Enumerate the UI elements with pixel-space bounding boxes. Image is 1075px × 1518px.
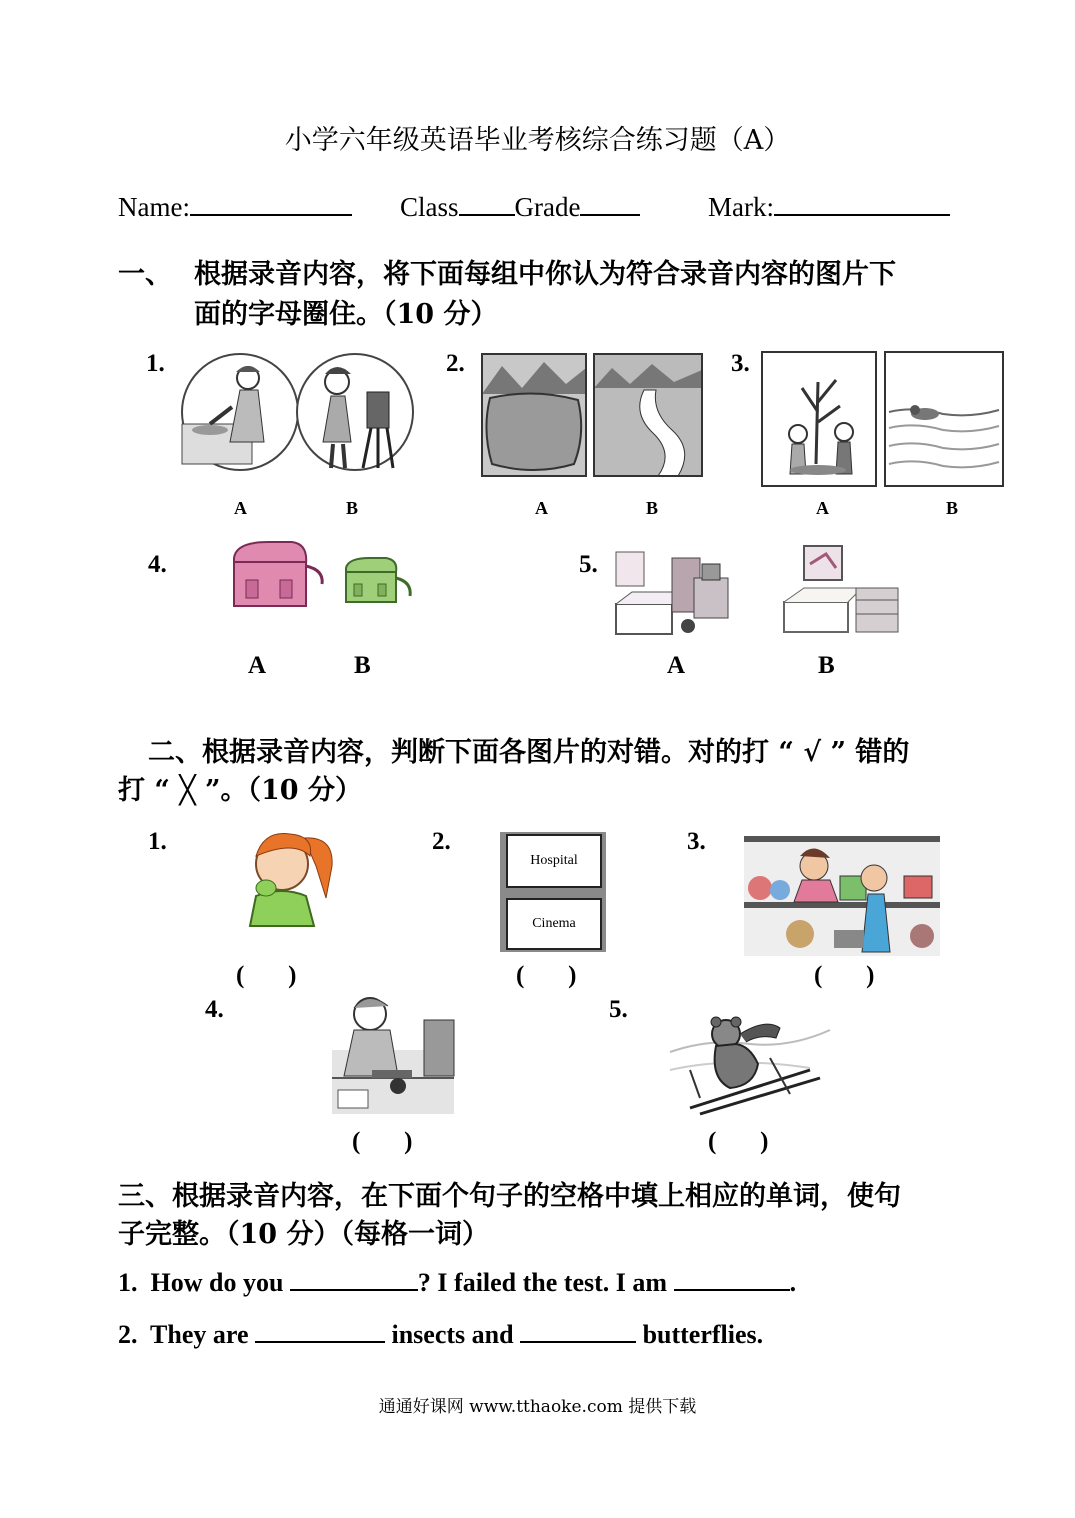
q2-text-part3: butterflies. [642, 1320, 764, 1349]
s2-item5-number: 5. [609, 996, 628, 1023]
s1-item4-number: 4. [148, 551, 167, 578]
lake-picture [482, 354, 586, 476]
river-picture [594, 354, 702, 476]
q1-blank2[interactable] [674, 1269, 790, 1291]
section3-heading-line2: 子完整。（10 分）（每格一词） [118, 1219, 489, 1250]
name-label: Name: [118, 192, 190, 222]
signs-picture [500, 832, 606, 952]
s3-question2 [118, 1320, 763, 1350]
q2-text-part2: insects and [391, 1320, 514, 1349]
section1-number: 一、 [118, 259, 172, 290]
girl-coughing-picture [244, 826, 358, 928]
s2-item4-answer[interactable]: ( ) [352, 1128, 413, 1155]
s1-item2-label-a[interactable]: A [535, 498, 548, 518]
bedroom-with-bed-picture [782, 544, 902, 640]
s2-item5-answer[interactable]: ( ) [708, 1128, 769, 1155]
mark-blank[interactable] [774, 188, 950, 216]
cinema-sign: Cinema [506, 898, 602, 950]
planting-tree-picture [762, 352, 876, 486]
s1-item2-label-b[interactable]: B [646, 498, 659, 518]
q1-text-part1: How do you [150, 1268, 284, 1297]
s3-question1 [118, 1268, 796, 1298]
swimming-picture [885, 352, 1003, 486]
s2-item3-number: 3. [687, 828, 706, 855]
class-blank[interactable] [459, 188, 515, 216]
q1-number: 1. [118, 1268, 138, 1297]
mark-label: Mark: [708, 192, 774, 222]
green-bag-picture [340, 556, 414, 608]
s1-item4-label-b[interactable]: B [354, 652, 371, 679]
s2-item2-number: 2. [432, 828, 451, 855]
q1-text-part2: ? I failed the test. I am [417, 1268, 668, 1297]
s2-item1-answer[interactable]: ( ) [236, 962, 297, 989]
woman-at-computer-picture [332, 990, 454, 1114]
grade-label: Grade [514, 192, 581, 222]
s1-item5-label-a[interactable]: A [667, 652, 686, 679]
bear-skiing-picture [670, 1008, 830, 1118]
q2-text-part1: They are [150, 1320, 249, 1349]
s1-item3-label-b[interactable]: B [946, 498, 959, 518]
s1-item5-label-b[interactable]: B [818, 652, 835, 679]
name-blank[interactable] [190, 188, 352, 216]
section2-heading-line1: 二、根据录音内容，判断下面各图片的对错。对的打 “ √ ” 错的 [148, 737, 910, 768]
s1-item1-label-b[interactable]: B [346, 498, 359, 518]
s2-item4-number: 4. [205, 996, 224, 1023]
bedroom-with-desk-picture [612, 544, 732, 648]
grade-blank[interactable] [580, 188, 640, 216]
s2-item3-answer[interactable]: ( ) [814, 962, 875, 989]
s2-item2-answer[interactable]: ( ) [516, 962, 577, 989]
section2-heading-line2: 打 “ ╳ ”。（10 分） [118, 775, 362, 806]
s1-item4-label-a[interactable]: A [248, 652, 267, 679]
s1-item5-number: 5. [579, 551, 598, 578]
s2-item1-number: 1. [148, 828, 167, 855]
pink-bag-picture [228, 540, 326, 614]
toy-shop-picture [744, 836, 940, 956]
q2-blank1[interactable] [255, 1321, 385, 1343]
s1-item1-label-a[interactable]: A [234, 498, 247, 518]
section1-heading-line2: 面的字母圈住。（10 分） [194, 299, 498, 330]
q2-number: 2. [118, 1320, 138, 1349]
name-field [118, 188, 352, 223]
class-label: Class [400, 192, 459, 222]
class-grade-field [400, 188, 640, 223]
mark-field [708, 188, 950, 223]
s1-item3-number: 3. [731, 350, 750, 377]
s1-item2-number: 2. [446, 350, 465, 377]
girl-painting-picture [295, 352, 415, 472]
q1-text-part3: . [789, 1268, 797, 1297]
hospital-sign: Hospital [506, 834, 602, 888]
footer-text: 通通好课网 www.tthaoke.com 提供下载 [378, 1397, 697, 1417]
girl-washing-picture [180, 352, 300, 472]
page-title: 小学六年级英语毕业考核综合练习题（A） [284, 125, 791, 156]
section3-heading-line1: 三、根据录音内容，在下面个句子的空格中填上相应的单词，使句 [118, 1181, 901, 1212]
q2-blank2[interactable] [520, 1321, 636, 1343]
q1-blank1[interactable] [290, 1269, 418, 1291]
section1-heading-line1: 根据录音内容，将下面每组中你认为符合录音内容的图片下 [194, 259, 896, 290]
s1-item3-label-a[interactable]: A [816, 498, 829, 518]
s1-item1-number: 1. [146, 350, 165, 377]
